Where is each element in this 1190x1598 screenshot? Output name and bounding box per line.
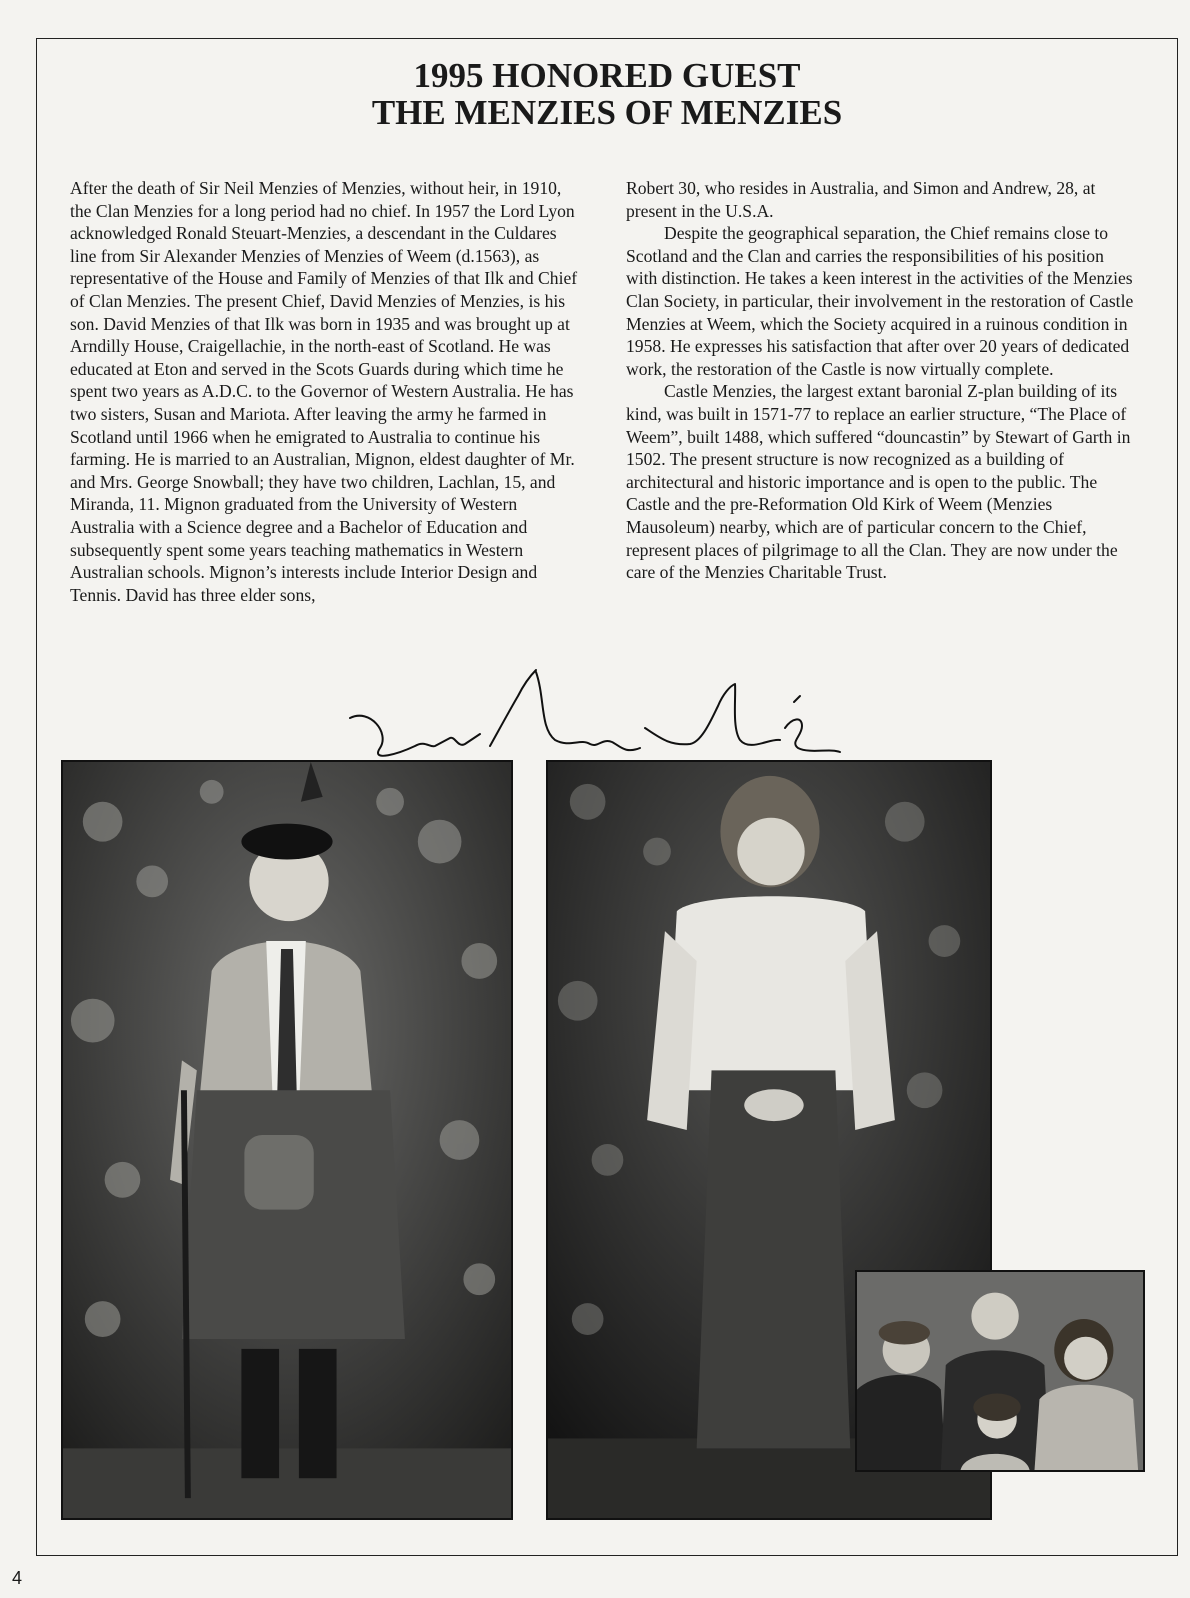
- photo-chief-in-kilt: [61, 760, 513, 1520]
- article-paragraph: Robert 30, who resides in Australia, and Simon and Andrew, 28, at present in the U.S.A.: [626, 178, 1096, 221]
- article-paragraph: Despite the geographical separation, the Chief remains close to Scotland and the Clan and carries the responsibilities of his position with distinction. He takes a keen interest in the activities of the Menzies Clan Society, in particular, their involvement in the restoration of Castle Menzies at Weem, which the Society acquired in a ruinous condition in 1958. He expresses his satisfaction that after over 20 years of dedicated work, the restoration of the Castle is now virtually complete.: [626, 223, 1134, 379]
- article-column-right: [626, 177, 1138, 584]
- page-title-line-2: THE MENZIES OF MENZIES: [371, 93, 843, 132]
- page-title-line-1: 1995 HONORED GUEST: [413, 56, 801, 95]
- photo-family-portrait: [855, 1270, 1145, 1472]
- article-paragraph: After the death of Sir Neil Menzies of Menzies, without heir, in 1910, the Clan Menzies for a long period had no chief. In 1957 the Lord Lyon acknowledged Ronald Steuart-Menzies, a descendant in the Culdares line from Sir Alexander Menzies of Menzies of Weem (d.1563), as representative of the House and Family of Menzies of that Ilk and Chief of Clan Menzies. The present Chief, David Menzies of Menzies, is his son. David Menzies of that Ilk was born in 1935 and was brought up at Arndilly House, Craigellachie, in the north-east of Scotland. He was educated at Eton and served in the Scots Guards during which time he spent two years as A.D.C. to the Governor of Western Australia. He has two sisters, Susan and Mariota. After leaving the army he farmed in Scotland until 1966 when he emigrated to Australia to continue his farming. He is married to an Australian, Mignon, eldest daughter of Mr. and Mrs. George Snowball; they have two children, Lachlan, 15, and Miranda, 11. Mignon graduated from the University of Western Australia with a Science degree and a Bachelor of Education and subsequently spent some years teaching mathematics in Western Australian schools. Mignon’s interests include Interior Design and Tennis. David has three elder sons,: [70, 178, 578, 605]
- article-paragraph: Castle Menzies, the largest extant baronial Z-plan building of its kind, was built in 1571-77 to replace an earlier structure, “The Place of Weem”, built 1488, which suffered “douncastin” by Stewart of Garth in 1502. The present structure is now recognized as a building of architectural and historic importance and is open to the public. The Castle and the pre-Reformation Old Kirk of Weem (Menzies Mausoleum) nearby, which are of particular concern to the Chief, represent places of pilgrimage to all the Clan. They are now under the care of the Menzies Charitable Trust.: [626, 381, 1131, 583]
- article-column-left: [70, 177, 580, 606]
- page-number: 4: [12, 1568, 23, 1588]
